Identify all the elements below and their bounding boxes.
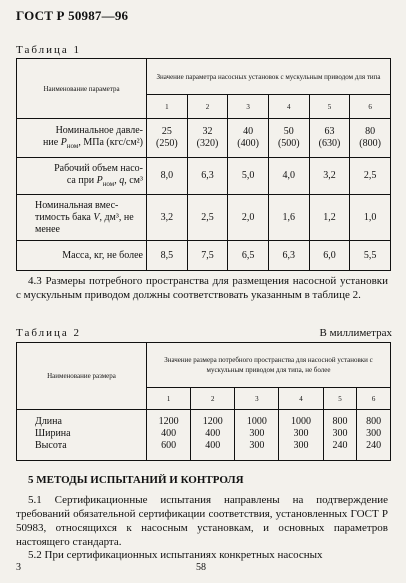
- table1-cell: 6,3: [268, 241, 309, 271]
- table2-type: 5: [323, 388, 357, 410]
- table2-type: 6: [357, 388, 391, 410]
- table1-cell: 3,2: [147, 195, 188, 241]
- table1-type: 5: [309, 95, 350, 119]
- paragraph-5-2: 5.2 При сертификационных испытаниях конкретных насосных: [28, 549, 323, 561]
- table2-cell: 1000: [279, 410, 323, 429]
- table1-cell: 8,0: [147, 158, 188, 195]
- paragraph-4-3: 4.3 Размеры потребного пространства для размещения насосной установки с мускульным приводом должны соответствовать указанным в таблице 2.: [16, 275, 388, 301]
- table2-cell: 300: [323, 428, 357, 440]
- table1-cell: 2,0: [228, 195, 269, 241]
- table1-type: 1: [147, 95, 188, 119]
- table1-row-label: Номинальное давле- ние $P_{ном}$, МПа (кгс/см²): [17, 119, 147, 158]
- table1-cell: 1,0: [350, 195, 391, 241]
- table2-cell: 300: [357, 428, 391, 440]
- table2-cell: 300: [235, 440, 279, 460]
- table-row: [17, 410, 391, 429]
- table2-cell: 1200: [147, 410, 191, 429]
- table1-group-header: Значение параметра насосных установок с мускульным приводом для типа: [147, 59, 391, 95]
- table2-type: 4: [279, 388, 323, 410]
- table1-caption: Таблица 1: [16, 44, 82, 56]
- table2-group-header: Значение размера потребного пространства для насосной установки с мускульным приводом для типа, не более: [147, 343, 391, 388]
- table2-cell: 400: [191, 440, 235, 460]
- table1-cell: 5,0: [228, 158, 269, 195]
- table2-type: 2: [191, 388, 235, 410]
- table-row: [17, 241, 391, 271]
- table2: [16, 342, 391, 461]
- table2-units: В миллиметрах: [319, 327, 392, 339]
- table1-cell: 32 (320): [187, 119, 228, 158]
- table-row: [17, 119, 391, 158]
- table2-cell: 1000: [235, 410, 279, 429]
- table-row: [17, 158, 391, 195]
- table2-cell: 240: [323, 440, 357, 460]
- footer-page-number: 3: [16, 562, 21, 573]
- table-row: [17, 440, 391, 460]
- table1-cell: 40 (400): [228, 119, 269, 158]
- table2-cell: 300: [279, 428, 323, 440]
- table2-cell: 400: [147, 428, 191, 440]
- table-row: [17, 195, 391, 241]
- table2-cell: 400: [191, 428, 235, 440]
- table2-row-label: Высота: [17, 440, 147, 460]
- table2-cell: 800: [323, 410, 357, 429]
- footer-sheet-number: 58: [196, 562, 206, 573]
- table1-cell: 50 (500): [268, 119, 309, 158]
- paragraph-5-1: 5.1 Сертификационные испытания направлены на подтверждение требований обязательной сертификации соответствия, установленных ГОСТ Р 50983, относящихся к насосным установкам, и основных параметров настоящего стандарта.: [16, 494, 388, 548]
- table1-row-label: Рабочий объем насо- са при $P_{ном}$, q, см³: [17, 158, 147, 195]
- table1-cell: 63 (630): [309, 119, 350, 158]
- document-header: ГОСТ Р 50987—96: [16, 8, 129, 23]
- table2-cell: 300: [279, 440, 323, 460]
- table1-cell: 3,2: [309, 158, 350, 195]
- table2-type: 3: [235, 388, 279, 410]
- table1-cell: 80 (800): [350, 119, 391, 158]
- table2-cell: 1200: [191, 410, 235, 429]
- table1-type: 6: [350, 95, 391, 119]
- table1-cell: 5,5: [350, 241, 391, 271]
- table1-row-label: Номинальная вмес- тимость бака V, дм³, не менее: [17, 195, 147, 241]
- table2-cell: 600: [147, 440, 191, 460]
- table2-caption: Таблица 2: [16, 327, 82, 339]
- table1-cell: 6,0: [309, 241, 350, 271]
- table2-param-header: Наименование размера: [17, 343, 147, 410]
- table1-cell: 6,5: [228, 241, 269, 271]
- table1-cell: 2,5: [350, 158, 391, 195]
- table-row: [17, 428, 391, 440]
- section-title: 5 МЕТОДЫ ИСПЫТАНИЙ И КОНТРОЛЯ: [28, 474, 244, 486]
- table2-row-label: Ширина: [17, 428, 147, 440]
- table1-cell: 2,5: [187, 195, 228, 241]
- table1-row-label: Масса, кг, не более: [17, 241, 147, 271]
- table1-cell: 7,5: [187, 241, 228, 271]
- table2-cell: 240: [357, 440, 391, 460]
- table1: [16, 58, 391, 271]
- table2-type: 1: [147, 388, 191, 410]
- table1-type: 3: [228, 95, 269, 119]
- table1-cell: 6,3: [187, 158, 228, 195]
- table2-row-label: Длина: [17, 410, 147, 429]
- table1-param-header: Наименование параметра: [17, 59, 147, 119]
- table2-cell: 800: [357, 410, 391, 429]
- table1-cell: 25 (250): [147, 119, 188, 158]
- table1-type: 4: [268, 95, 309, 119]
- table1-cell: 8,5: [147, 241, 188, 271]
- table1-cell: 1,2: [309, 195, 350, 241]
- table1-type: 2: [187, 95, 228, 119]
- table1-cell: 1,6: [268, 195, 309, 241]
- table2-cell: 300: [235, 428, 279, 440]
- table1-cell: 4,0: [268, 158, 309, 195]
